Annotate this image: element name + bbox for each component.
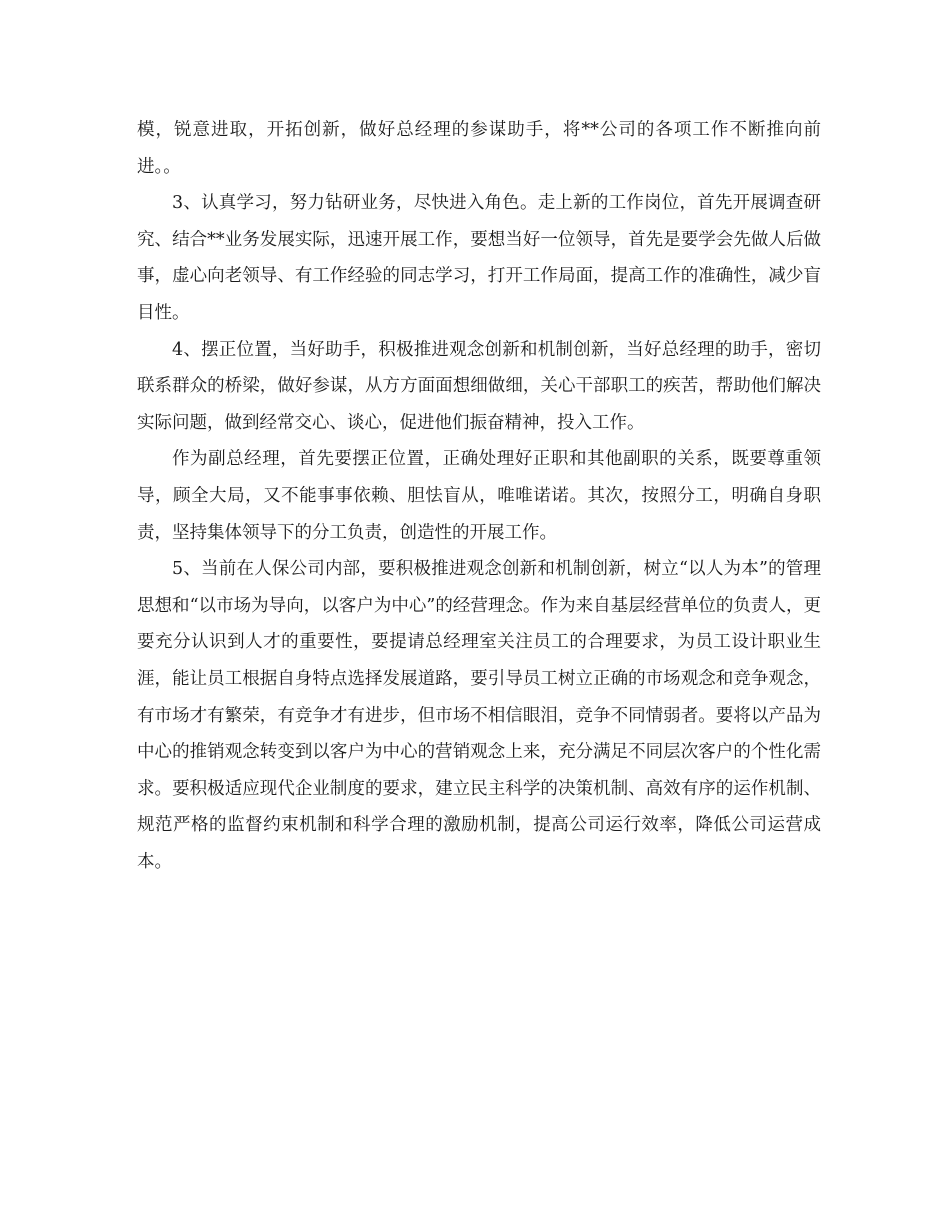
paragraph-continuation: 模，锐意进取，开拓创新，做好总经理的参谋助手，将**公司的各项工作不断推向前进。。 <box>137 120 821 177</box>
paragraph-item-3: 3、认真学习，努力钻研业务，尽快进入角色。走上新的工作岗位，首先开展调查研究、结合**业务发展实际，迅速开展工作，要想当好一位领导，首先是要学会先做人后做事，虚心向老领导、有工作经验的同志学习，打开工作局面，提高工作的准确性，减少盲目性。 <box>137 193 821 323</box>
paragraph-item-4: 4、摆正位置，当好助手，积极推进观念创新和机制创新，当好总经理的助手，密切联系群众的桥梁，做好参谋，从方方面面想细做细，关心干部职工的疾苦，帮助他们解决实际问题，做到经常交心、谈心，促进他们振奋精神，投入工作。 <box>137 339 821 433</box>
document-body <box>137 112 821 880</box>
paragraph-vice-manager-role: 作为副总经理，首先要摆正位置，正确处理好正职和其他副职的关系，既要尊重领导，顾全大局，又不能事事依赖、胆怯盲从，唯唯诺诺。其次，按照分工，明确自身职责，坚持集体领导下的分工负责，创造性的开展工作。 <box>137 449 821 543</box>
paragraph-item-5: 5、当前在人保公司内部，要积极推进观念创新和机制创新，树立“以人为本”的管理思想和“以市场为导向，以客户为中心”的经营理念。作为来自基层经营单位的负责人，更要充分认识到人才的重要性，要提请总经理室关注员工的合理要求，为员工设计职业生涯，能让员工根据自身特点选择发展道路，要引导员工树立正确的市场观念和竞争观念，有市场才有繁荣，有竞争才有进步，但市场不相信眼泪，竞争不同情弱者。要将以产品为中心的推销观念转变到以客户为中心的营销观念上来，充分满足不同层次客户的个性化需求。要积极适应现代企业制度的要求，建立民主科学的决策机制、高效有序的运作机制、规范严格的监督约束机制和科学合理的激励机制，提高公司运行效率，降低公司运营成本。 <box>137 559 821 872</box>
